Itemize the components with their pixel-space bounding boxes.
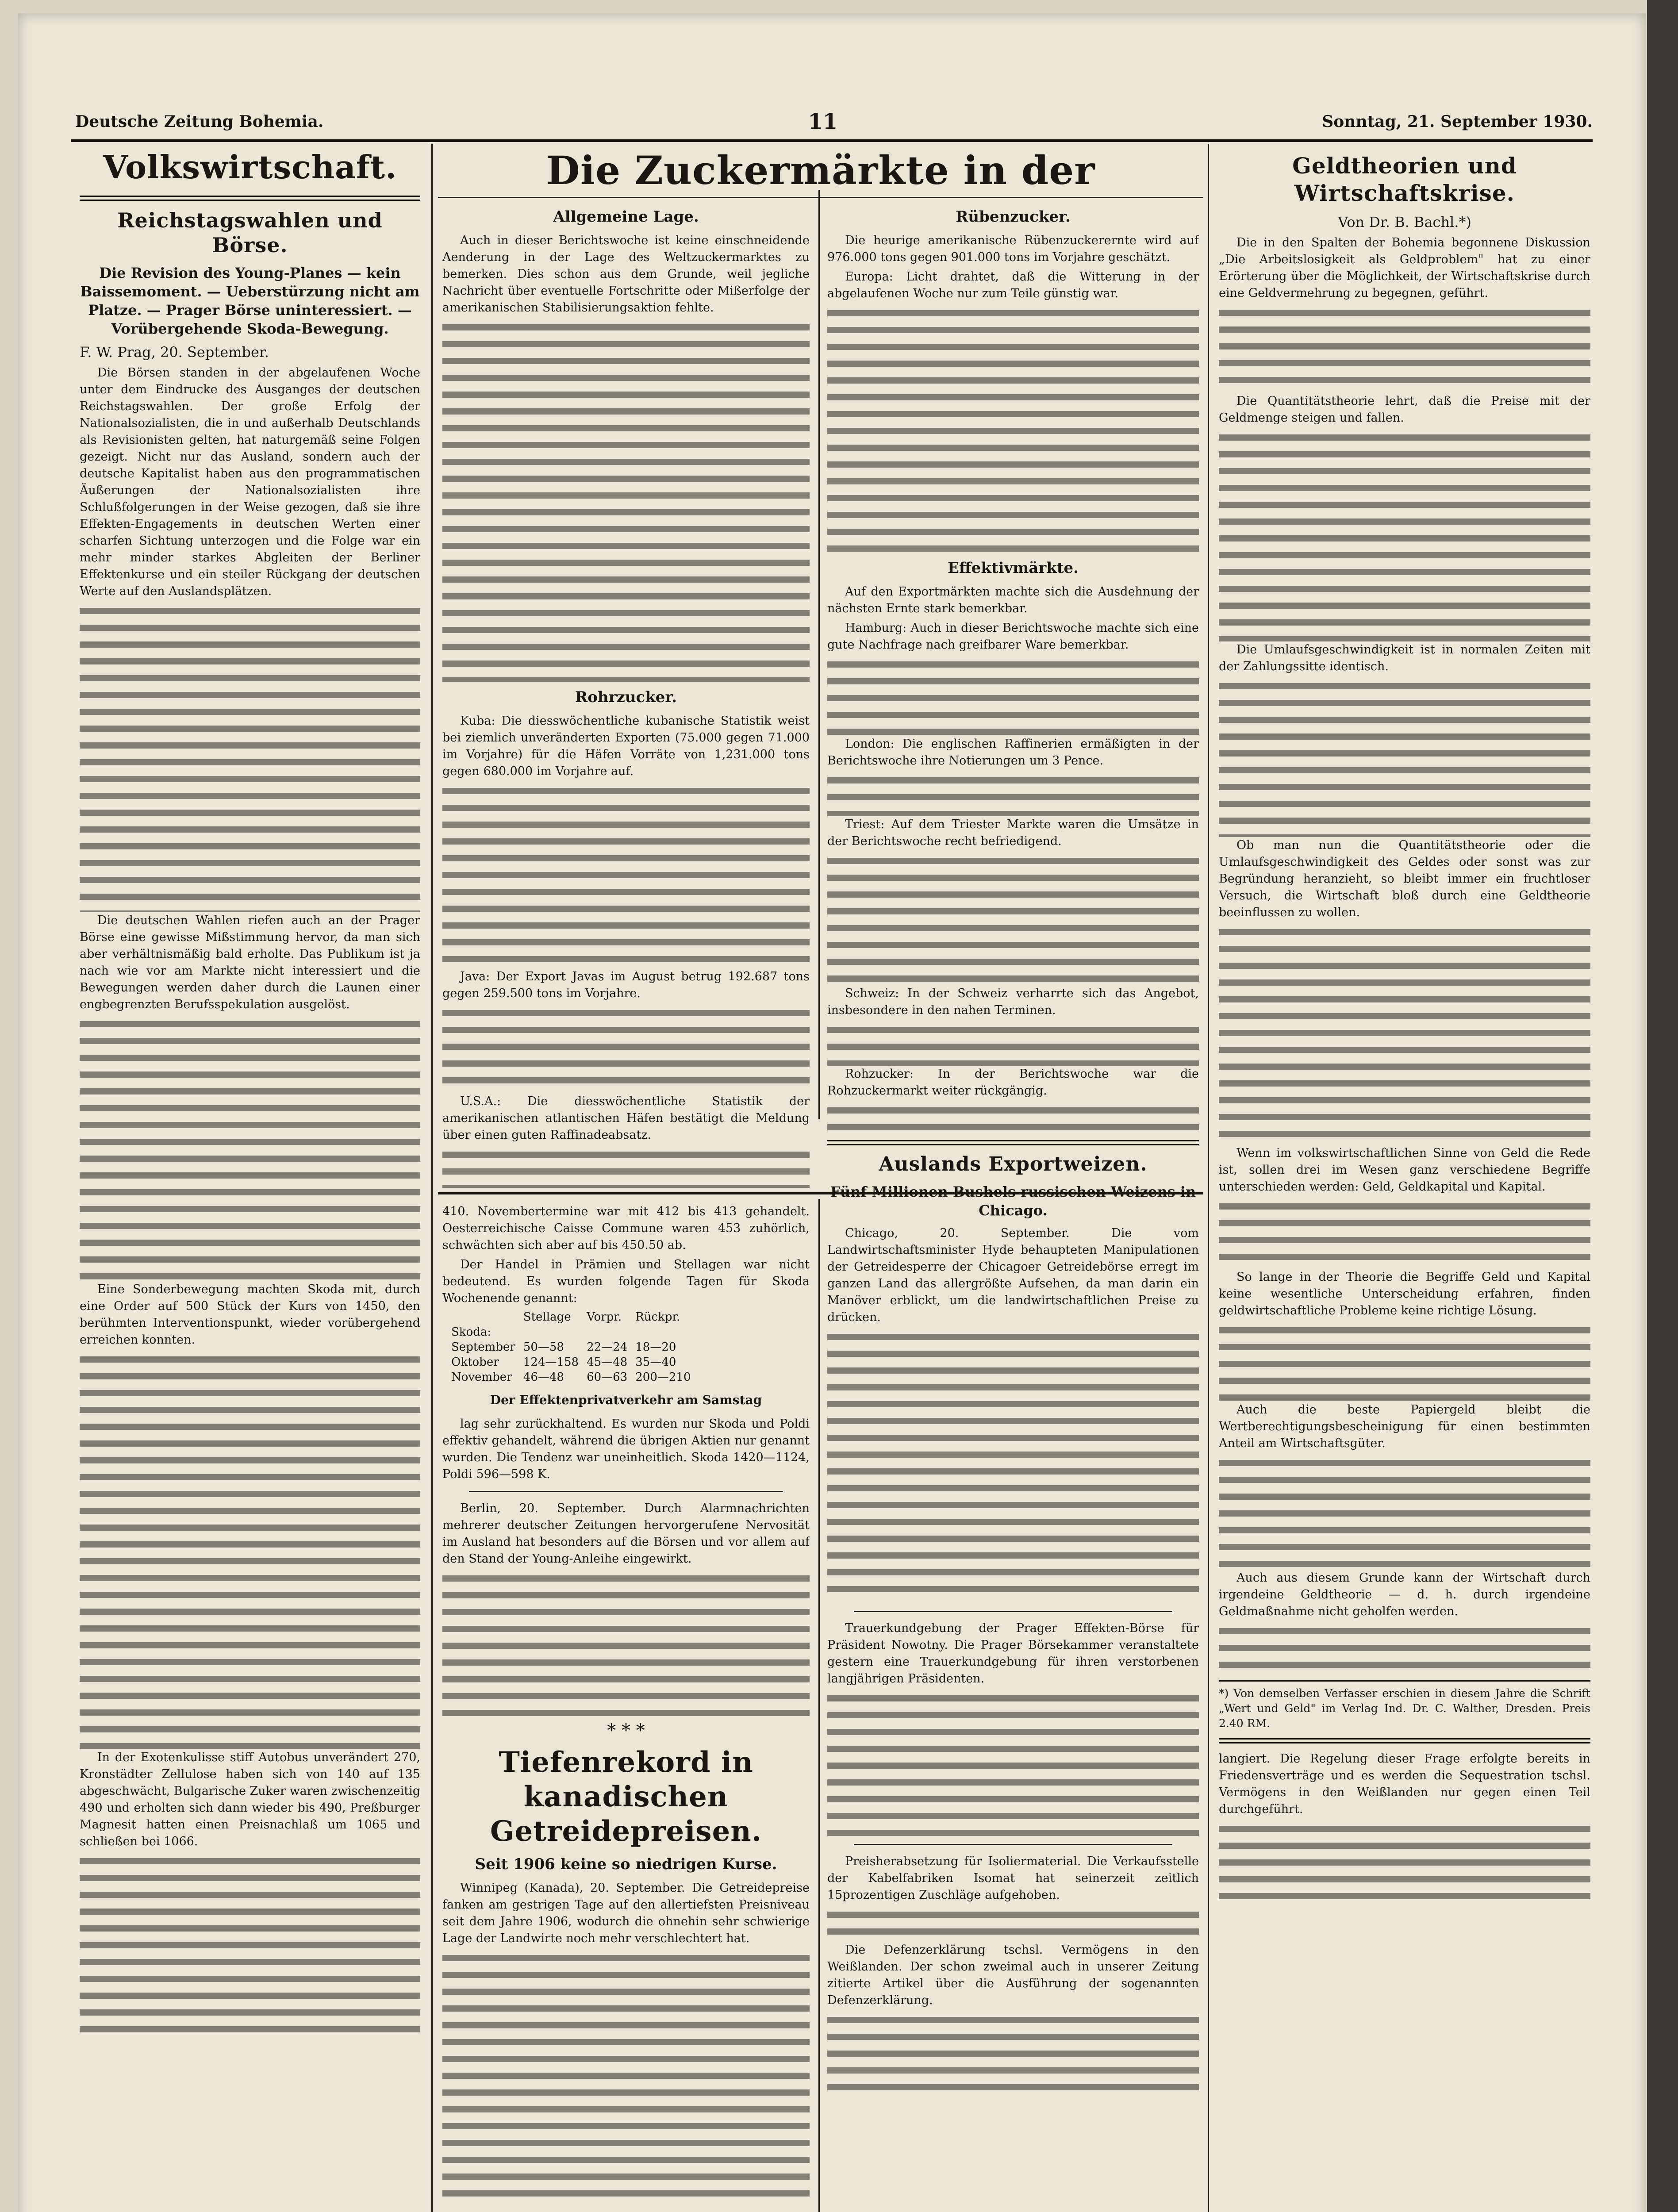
paragraph: Auch aus diesem Grunde kann der Wirtschaft durch irgendeine Geldtheorie — d. h. durch irgendeine Geldmaßnahme nicht geholfen werden. [1219,1571,1590,1618]
issue-date: Sonntag, 21. September 1930. [1322,112,1593,131]
newspaper-page [18,13,1646,2212]
paper-name: Deutsche Zeitung Bohemia. [75,112,324,131]
text-block [1219,1322,1590,1402]
text-block [1219,1820,1590,1909]
paragraph: Hamburg: Auch in dieser Berichtswoche machte sich eine gute Nachfrage nach greifbarer Ware bemerkbar. [827,621,1199,652]
text-block [1219,304,1590,393]
footnote-rule [1219,1680,1590,1682]
paragraph: Europa: Licht drahtet, daß die Witterung in der abgelaufenen Woche nur zum Teile günstig war. [827,270,1199,300]
subhead-rohrzucker: Rohrzucker. [575,688,677,706]
divider [854,1611,1172,1612]
divider [854,1844,1172,1845]
text-block [1219,678,1590,837]
text-block [827,1022,1199,1066]
section-rule [80,196,420,201]
subhead-allgemein: Allgemeine Lage. [553,208,699,226]
text-block [827,1102,1199,1133]
subhead-ruebenzucker: Rübenzucker. [956,208,1071,226]
paragraph: Trauerkundgebung der Prager Effekten-Börse für Präsident Nowotny. Die Prager Börsekammer veranstaltete gestern eine Trauerkundgebung für ihren verstorbenen langjährigen Präsidenten. [827,1621,1199,1686]
text-block [80,1016,420,1281]
article-title: Reichstagswahlen und Börse. [117,208,383,257]
paragraph: Der Handel in Prämien und Stellagen war nicht bedeutend. Es wurden folgende Tagen für Skoda Wochenende genannt: [442,1258,810,1305]
text-block [827,1690,1199,1836]
tiefenrekord-subtitle: Seit 1906 keine so niedrigen Kurse. [475,1855,777,1873]
paragraph: Chicago, 20. September. Die vom Landwirtschaftsminister Hyde behaupteten Manipulationen der Getreidesperre der Chicagoer Getreidebörse erregt im ganzen Land das allergrößte Aufsehen, da man darin ein Manöver erblickt, um die landwirtschaftlichen Preise zu drücken. [827,1226,1199,1324]
paragraph: Die Defenzerklärung tschsl. Vermögens in den Weißlanden. Der schon zweimal auch in unserer Zeitung zitierte Artikel über die Ausführung der sogenannten Defenzerklärung. [827,1943,1199,2007]
separator-stars: * * * [607,1720,645,1741]
paragraph: So lange in der Theorie die Begriffe Geld und Kapital keine wesentliche Unterscheidung erfahren, finden geldwirtschaftliche Probleme keine richtige Lösung. [1219,1270,1590,1317]
paragraph: Schweiz: In der Schweiz verharrte sich das Angebot, insbesondere in den nahen Terminen. [827,987,1199,1017]
column-zucker [442,201,810,1188]
text-block [442,1005,810,1093]
text-block [1219,1455,1590,1570]
article-byline: F. W. Prag, 20. September. [80,344,269,361]
text-block [827,2012,1199,2100]
text-block [442,1950,810,2197]
article-author: Von Dr. B. Bachl.*) [1338,214,1471,230]
export-title: Auslands Exportweizen. [879,1153,1148,1175]
text-block [80,1853,420,2039]
column-rule-2 [818,190,820,1119]
column-volkswirtschaft [80,146,420,2212]
paragraph: Berlin, 20. September. Durch Alarmnachrichten mehrerer deutscher Zeitungen hervorgerufene Nervosität im Ausland hat besonders auf die Börsen und vor allem auf den Stand der Young-Anleihe eingewirkt. [442,1502,810,1566]
divider [469,1491,783,1492]
paragraph: Rohzucker: In der Berichtswoche war die Rohzuckermarkt weiter rückgängig. [827,1067,1199,1098]
table-row: Oktober 124—158 45—48 35—40 [451,1356,676,1369]
paragraph: langiert. Die Regelung dieser Frage erfolgte bereits in Friedensverträge und es werden die Sequestration tschsl. Vermögens in den Weißlanden nur gegen einen Teil durchgeführt. [1219,1752,1590,1816]
text-block [827,1329,1199,1603]
text-block [442,1570,810,1716]
text-block [80,1351,420,1749]
column-geldtheorien [1219,146,1590,2212]
headline-rule [438,197,1203,198]
paragraph: Die in den Spalten der Bohemia begonnene Diskussion „Die Arbeitslosigkeit als Geldproblem" hat zu einer Erörterung über die Möglichkeit, der Wirtschaftskrise durch eine Geldvermehrung zu begegnen, geführt. [1219,236,1590,300]
paragraph: Die deutschen Wahlen riefen auch an der Prager Börse eine gewisse Mißstimmung hervor, da man sich aber verhältnismäßig bald erholte. Das Publikum ist ja nach wie vor am Markte nicht interessiert und die Bewegungen werden daher durch die Launen einer engbegrenzten Berufsspekulation ausgelöst. [80,914,420,1011]
text-block [827,1906,1199,1942]
article-lede: Die Revision des Young-Planes — kein Baissemoment. — Ueberstürzung nicht am Platze. — Prager Börse uninteressiert. — Vorübergehende Skoda-Bewegung. [80,265,420,337]
table-row: September 50—58 22—24 18—20 [451,1340,676,1354]
section-rule [1219,1738,1590,1743]
paragraph: Eine Sonderbewegung machten Skoda mit, durch eine Order auf 500 Stück der Kurs von 1450, den berühmten Interventionspunkt, wieder vorübergehend erreichen konnten. [80,1283,420,1347]
zucker-headline: Die Zuckermärkte in der [546,147,1095,193]
paragraph: Auch die beste Papiergeld bleibt die Wertberechtigungsbescheinigung für einen bestimmten Anteil am Wirtschaftsgüter. [1219,1403,1590,1450]
subhead-privatverkehr: Der Effektenprivatverkehr am Samstag [490,1393,762,1407]
column-boerse-continued [442,1203,810,2212]
paragraph: Die heurige amerikanische Rübenzuckerernte wird auf 976.000 tons gegen 901.000 tons im Vorjahre geschätzt. [827,234,1199,264]
subhead-effektivmaerkte: Effektivmärkte. [947,559,1079,577]
head-rule [71,139,1593,142]
paragraph: Die Börsen standen in der abgelaufenen Woche unter dem Eindrucke des Ausganges der deutschen Reichstagswahlen. Der große Erfolg der Nationalsozialisten, die in und außerhalb Deutschlands als Revisionisten gelten, hat naturgemäß seine Folgen gezeigt. Nicht nur das Ausland, sondern auch der deutsche Kapitalist haben aus den programmatischen Äußerungen der Nationalsozialisten ihre Schlußfolgerungen in der Weise gezogen, daß sie ihre Effekten-Engagements in deutschen Werten einer scharfen Sichtung unterzogen und die Folge war ein mehr minder starkes Abgleiten der Berliner Effektenkurse und ein steiler Rückgang der deutschen Werte auf den Auslandsplätzen. [80,366,420,598]
paragraph: Die Quantitätstheorie lehrt, daß die Preise mit der Geldmenge steigen und fallen. [1219,394,1590,425]
text-block [1219,924,1590,1145]
paragraph: Java: Der Export Javas im August betrug 192.687 tons gegen 259.500 tons im Vorjahre. [442,970,810,1000]
paragraph: Auf den Exportmärkten machte sich die Ausdehnung der nächsten Ernte stark bemerkbar. [827,585,1199,615]
table-row: November 46—48 60—63 200—210 [451,1371,691,1384]
paragraph: Kuba: Die diesswöchentliche kubanische Statistik weist bei ziemlich unveränderten Exporten (75.000 gegen 71.000 im Vorjahre) für die Häfen Vorräte von 1,231.000 tons gegen 680.000 im Vorjahre auf. [442,714,810,778]
text-block [442,319,810,682]
paragraph: U.S.A.: Die diesswöchentliche Statistik der amerikanischen atlantischen Häfen bestätigt die Meldung über einen guten Raffinadeabsatz. [442,1094,810,1142]
column-rule-2b [818,1199,820,2212]
column-rule-1 [431,144,433,2212]
text-block [827,305,1199,553]
footnote: *) Von demselben Verfasser erschien in diesem Jahre die Schrift „Wert und Geld" im Verlag Ind. Dr. C. Walther, Dresden. Preis 2.40 RM. [1219,1687,1590,1730]
paragraph: Auch in dieser Berichtswoche ist keine einschneidende Aenderung in der Lage des Weltzuckermarktes zu bemerken. Dies schon aus dem Grunde, weil jegliche Nachricht über eventuelle Fortschritte oder Mißerfolge der amerikanischen Stabilisierungsaktion fehlte. [442,234,810,315]
praemien-table: Stellage Vorpr. Rückpr. Skoda: September 50—58 22—24 18—20 Oktober 124—158 45—48 35—40 November 46—48 60—63 200—210 [451,1310,699,1385]
column-ruebenzucker [827,201,1199,2212]
text-block [1219,1623,1590,1676]
paragraph: Triest: Auf dem Triester Markte waren die Umsätze in der Berichtswoche recht befriedigend. [827,818,1199,848]
paragraph: Die Umlaufsgeschwindigkeit ist in normalen Zeiten mit der Zahlungssitte identisch. [1219,643,1590,673]
text-block [827,772,1199,816]
text-block [442,1146,810,1188]
section-title: Volkswirtschaft. [103,148,397,186]
paragraph: 410. Novembertermine war mit 412 bis 413 gehandelt. Oesterreichische Caisse Commune waren 453 zuhörlich, schwächten sich aber auf bis 450.50 ab. [442,1205,810,1252]
text-block [442,783,810,968]
tiefenrekord-title: Tiefenrekord in kanadischen Getreidepreisen. [490,1746,762,1848]
paragraph: London: Die englischen Raffinerien ermäßigten in der Berichtswoche ihre Notierungen um 3 Pence. [827,737,1199,768]
scan-edge [1647,0,1678,2212]
paragraph: Winnipeg (Kanada), 20. September. Die Getreidepreise fanken am gestrigen Tage auf den allertiefsten Preisniveau seit dem Jahre 1906, wodurch die ohnehin sehr schwierige Lage der Landwirte noch mehr verschlechtert hat. [442,1881,810,1945]
export-subtitle: Fünf Millionen Bushels russischen Weizens in Chicago. [830,1183,1196,1219]
text-block [80,603,420,912]
paragraph: lag sehr zurückhaltend. Es wurden nur Skoda und Poldi effektiv gehandelt, während die übrigen Aktien nur genannt wurden. Die Tendenz war uneinheitlich. Skoda 1420—1124, Poldi 596—598 K. [442,1417,810,1481]
paragraph: Ob man nun die Quantitätstheorie oder die Umlaufsgeschwindigkeit des Geldes oder sonst was zur Begründung heranzieht, so bleibt immer ein fruchtloser Versuch, die Wirtschaft bloß durch eine Geldtheorie beeinflussen zu wollen. [1219,838,1590,919]
paragraph: In der Exotenkulisse stiff Autobus unverändert 270, Kronstädter Zellulose haben sich von 140 auf 135 abgeschwächt, Bulgarische Zuker waren zwischenzeitig 490 und erholten sich dann wieder bis 490, Preßburger Magnesit hatten einen Preisnachlaß um 1065 und schließen bei 1066. [80,1751,420,1848]
section-rule [827,1140,1199,1145]
text-block [1219,429,1590,641]
running-head [75,108,1593,135]
paragraph: Wenn im volkswirtschaftlichen Sinne von Geld die Rede ist, sollen drei im Wesen ganz verschiedene Begriffe unterschieden werden: Geld, Geldkapital und Kapital. [1219,1146,1590,1194]
column-rule-3 [1208,144,1209,2212]
paragraph: Preisherabsetzung für Isoliermaterial. Die Verkaufsstelle der Kabelfabriken Isomat hat seinerzeit zeitlich 15prozentigen Zuschläge aufgehoben. [827,1855,1199,1902]
text-block [827,656,1199,736]
text-block [1219,1198,1590,1269]
text-block [827,853,1199,985]
article-title: Geldtheorien und Wirtschaftskrise. [1292,153,1517,206]
page-number: 11 [808,109,838,134]
table-row: Skoda: [451,1325,491,1339]
